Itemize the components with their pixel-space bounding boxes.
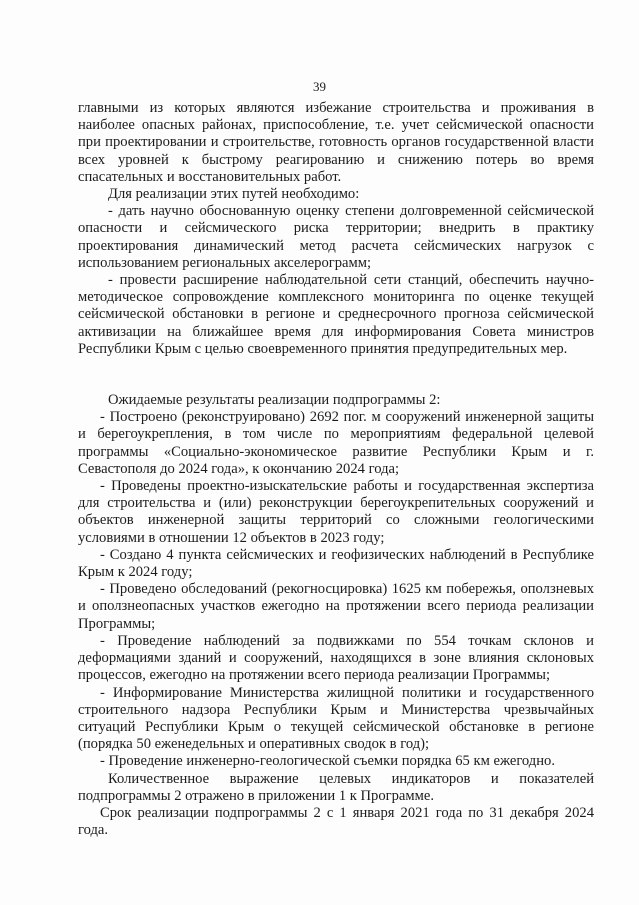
result-item-slope-monitoring: - Проведение наблюдений за подвижками по 554 точкам склонов и деформациями зданий и сооружений, находящихся в зоне влияния склоновых процессов, ежегодно на протяжении всего периода реализации Программы; — [78, 632, 594, 684]
document-body — [78, 100, 594, 839]
paragraph-requirement-assessment: - дать научно обоснованную оценку степени долговременной сейсмической опасности и сейсмического риска территории; внедрить в практику проектирования динамический метод расчета сейсмических нагрузок с использованием региональных акселерограмм; — [78, 203, 594, 271]
paragraph-intro: главными из которых являются избежание строительства и проживания в наиболее опасных районах, приспособление, т.е. учет сейсмической опасности при проектировании и строительстве, готовность органов государственной власти всех уровней к быстрому реагированию и снижению потерь во время спасательных и восстановительных работ. — [78, 100, 594, 185]
paragraph-results-heading: Ожидаемые результаты реализации подпрограммы 2: — [108, 392, 441, 409]
result-item-observation-points: - Создано 4 пункта сейсмических и геофизических наблюдений в Республике Крым к 2024 году; — [78, 546, 594, 581]
result-item-coast-inspection: - Проведено обследований (рекогносцировка) 1625 км побережья, оползневых и оползнеопасных участков ежегодно на протяжении всего периода реализации Программы; — [78, 581, 594, 632]
result-item-informing: - Информирование Министерства жилищной политики и государственного строительного надзора Республики Крым и Министерства чрезвычайных ситуаций Республики Крым о текущей сейсмической обстановке в регионе (порядка 50 еженедельных и оперативных сводок в год); — [78, 684, 594, 753]
paragraph-term: Срок реализации подпрограммы 2 с 1 января 2021 года по 31 декабря 2024 года. — [78, 804, 594, 839]
paragraph-requirement-network: - провести расширение наблюдательной сети станций, обеспечить научно-методическое сопровождение комплексного мониторинга по оценке текущей сейсмической обстановки в регионе и среднесрочного прогноза сейсмической активизации на ближайшее время для информирования Совета министров Республики Крым с целью своевременного принятия предупредительных мер. — [78, 272, 594, 357]
paragraph-requirements-lead: Для реализации этих путей необходимо: — [108, 186, 360, 203]
result-item-survey-works: - Проведены проектно-изыскательские работы и государственная экспертиза для строительства и (или) реконструкции берегоукрепительных сооружений и объектов инженерной защиты территорий со сложными геологическими условиями в отношении 12 объектов в 2023 году; — [78, 478, 594, 546]
result-item-construction: - Построено (реконструировано) 2692 пог. м сооружений инженерной защиты и берегоукрепления, в том числе по мероприятиям федеральной целевой программы «Социально-экономическое развитие Республики Крым и г. Севастополя до 2024 года», к окончанию 2024 года; — [78, 409, 594, 477]
paragraph-indicators: Количественное выражение целевых индикаторов и показателей подпрограммы 2 отражено в приложении 1 к Программе. — [78, 770, 594, 804]
page-number: 39 — [313, 79, 326, 94]
section-spacer — [78, 358, 594, 392]
result-item-geological-survey: - Проведение инженерно-геологической съемки порядка 65 км ежегодно. — [100, 753, 555, 770]
